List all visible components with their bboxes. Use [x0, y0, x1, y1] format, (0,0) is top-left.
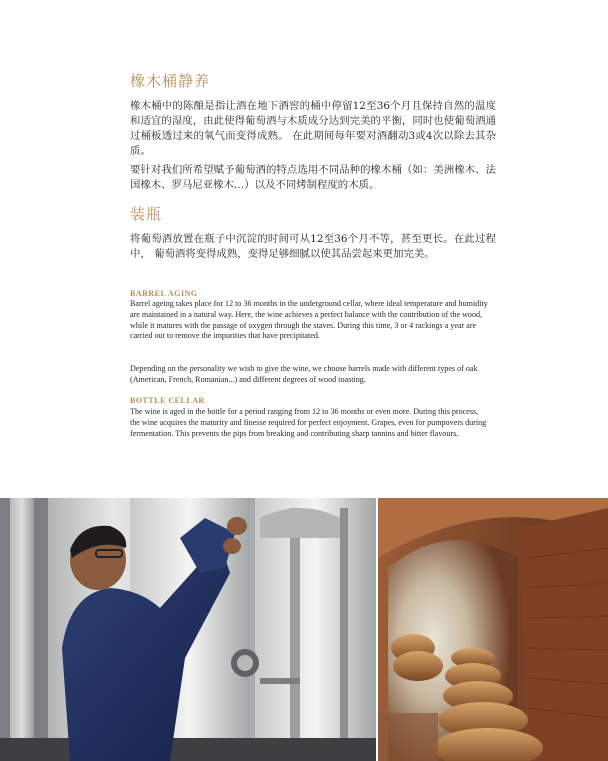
cn-barrel-paragraph-1: 橡木桶中的陈酿是指让酒在地下酒窖的桶中停留12至36个月且保持自然的温度和适宜的湿度，由此使得葡萄酒与木质成分达到完美的平衡，同时也使葡萄酒通过桶板透过来的氧气而变得成熟。 在此期间每年要对酒翻动3或4次以除去其杂质。 [130, 100, 496, 157]
en-barrel-paragraph-2: Depending on the personality we wish to give the wine, we choose barrels made with different types of oak (American, French, Romanian...) and different degrees of wood toasting. [130, 364, 478, 384]
en-barrel-title: BARREL AGING [130, 289, 198, 298]
barrel-cellar-photo [378, 498, 608, 761]
cn-bottle-paragraph: 将葡萄酒放置在瓶子中沉淀的时间可从12至36个月不等，甚至更长。在此过程中， 葡萄酒将变得成熟，变得足够细腻以使其品尝起来更加完美。 [130, 233, 496, 260]
winemaker-tank-photo [0, 498, 376, 761]
en-barrel-paragraph-1: Barrel ageing takes place for 12 to 36 months in the underground cellar, where ideal temperature and humidity are maintained in a natural way. Here, the wine achieves a perfect balance with the contribution of the wood, while it matures with the passage of oxygen through the staves. During this time, 3 or 4 rackings a year are carried out to remove the impurities that have precipitated. [130, 299, 488, 341]
cn-barrel-paragraph-2: 要针对我们所希望赋予葡萄酒的特点选用不同品种的橡木桶（如：美洲橡木、法国橡木、罗马尼亚橡木…）以及不同烤制程度的木质。 [130, 164, 496, 191]
cn-barrel-title: 橡木桶静养 [130, 72, 211, 90]
cn-bottle-title: 装瓶 [130, 205, 163, 223]
en-bottle-title: BOTTLE CELLAR [130, 396, 205, 405]
en-bottle-paragraph: The wine is aged in the bottle for a period ranging from 12 to 36 months or even more. During this process, the wine acquires the maturity and finesse required for perfect enjoyment. Grapes, even for pumpovers during fermentation. This prevents the pips from breaking and contributing sharp tannins and bitter flavours. [130, 407, 487, 438]
